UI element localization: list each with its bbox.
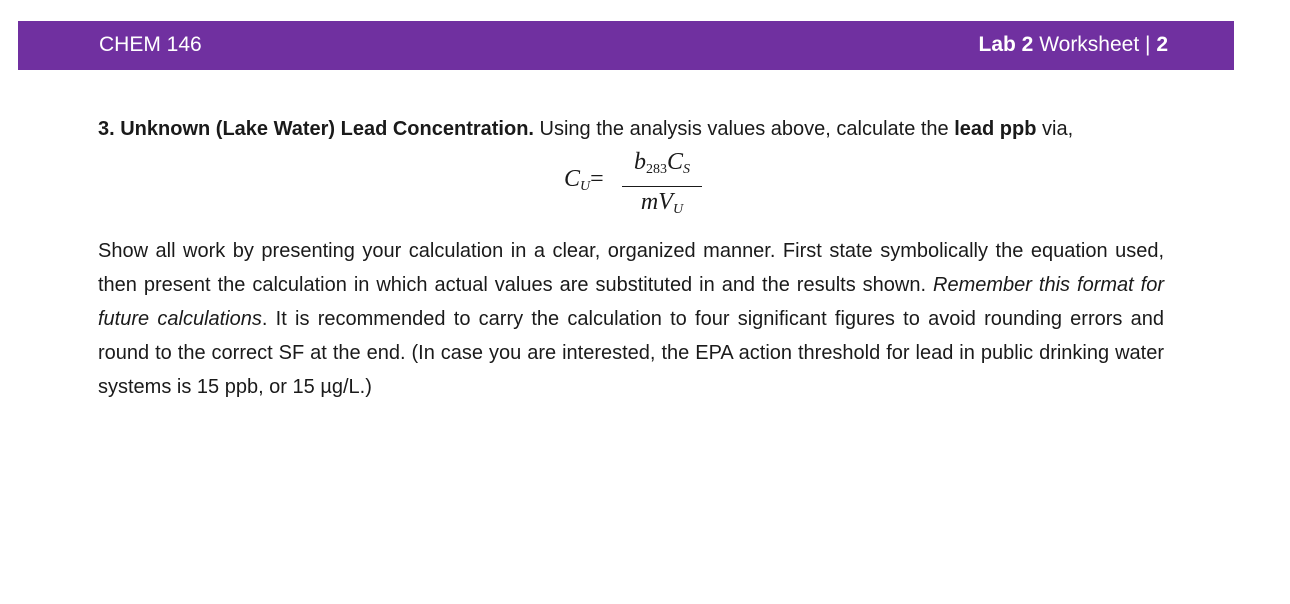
document-title bbox=[979, 34, 1169, 55]
worksheet-content bbox=[98, 112, 1164, 404]
question-bold-term: lead ppb bbox=[954, 118, 1037, 140]
question-prompt bbox=[98, 112, 1164, 146]
instructions-paragraph bbox=[98, 234, 1164, 404]
question-text-after: via, bbox=[1036, 118, 1074, 140]
formula-lhs-var: C bbox=[564, 166, 581, 192]
formula-den-sub2: U bbox=[672, 202, 684, 217]
lab-number: Lab 2 bbox=[978, 33, 1034, 56]
formula-equals: = bbox=[590, 166, 604, 192]
course-code: CHEM 146 bbox=[99, 33, 202, 56]
formula-numerator bbox=[622, 148, 702, 187]
formula-den-var1: m bbox=[640, 189, 659, 215]
formula-num-sub1: 283 bbox=[645, 162, 667, 177]
formula-lhs bbox=[564, 166, 604, 195]
formula-num-var2: C bbox=[666, 149, 683, 175]
formula-den-var2: V bbox=[658, 189, 673, 215]
formula-num-sub2: S bbox=[683, 162, 690, 177]
page-number: 2 bbox=[1156, 33, 1168, 56]
page-header bbox=[18, 21, 1234, 70]
formula-denominator bbox=[622, 187, 702, 225]
concentration-formula bbox=[98, 148, 1164, 226]
worksheet-label: Worksheet | bbox=[1033, 33, 1157, 56]
formula-fraction bbox=[622, 148, 702, 225]
question-text-before: Using the analysis values above, calculate the bbox=[533, 118, 955, 140]
formula-num-var1: b bbox=[633, 149, 646, 175]
instructions-italic: Remember this format for future calculations bbox=[98, 274, 1164, 330]
question-label: 3. Unknown (Lake Water) Lead Concentration. bbox=[98, 118, 534, 140]
instructions-sentence2: . It is recommended to carry the calculation to four significant figures to avoid rounding errors and round to the correct SF at the end. (In case you are interested, the EPA action threshold for lead in public drinking water systems is 15 ppb, or 15 µg/L.) bbox=[98, 308, 1165, 398]
instructions-sentence1: Show all work by presenting your calculation in a clear, organized manner. First state symbolically the equation used, then present the calculation in which actual values are substituted in and the results shown. bbox=[98, 240, 1164, 296]
formula-lhs-sub: U bbox=[580, 179, 591, 194]
